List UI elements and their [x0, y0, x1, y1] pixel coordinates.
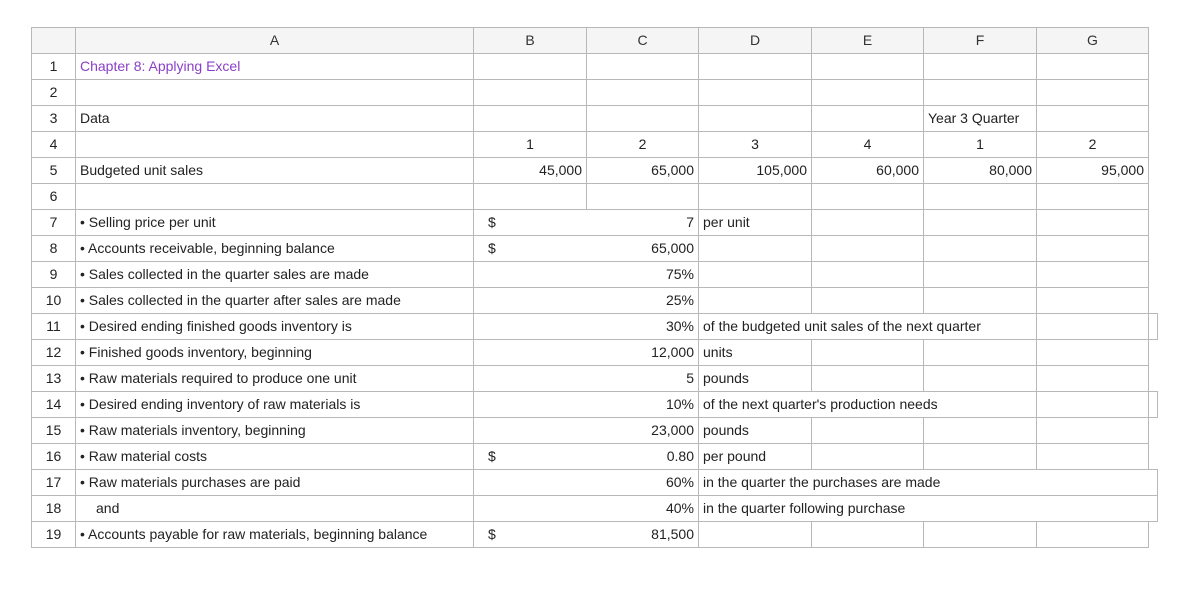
unit-sales-cell[interactable]: 65,000: [587, 158, 699, 184]
currency-symbol: $: [488, 526, 496, 542]
parameter-note[interactable]: in the quarter the purchases are made: [699, 470, 1158, 496]
row-header[interactable]: 16: [32, 444, 76, 470]
cell[interactable]: [1037, 314, 1149, 340]
sheet-row: [32, 366, 1158, 392]
currency-cell[interactable]: [474, 522, 587, 548]
sheet-row: [32, 132, 1158, 158]
unit-sales-cell[interactable]: 45,000: [474, 158, 587, 184]
data-label-cell[interactable]: Data: [76, 106, 474, 132]
cell[interactable]: [1037, 106, 1149, 132]
cell[interactable]: [699, 288, 812, 314]
parameter-note[interactable]: in the quarter following purchase: [699, 496, 1158, 522]
row-header[interactable]: 1: [32, 54, 76, 80]
cell[interactable]: [924, 522, 1037, 548]
cell[interactable]: [1037, 288, 1149, 314]
cell[interactable]: [699, 236, 812, 262]
parameter-value[interactable]: 40%: [587, 496, 699, 522]
cell[interactable]: [1149, 392, 1158, 418]
parameter-value[interactable]: 75%: [587, 262, 699, 288]
sheet-row: [32, 470, 1158, 496]
row-header[interactable]: 17: [32, 470, 76, 496]
cell[interactable]: [474, 314, 587, 340]
sheet-row: [32, 236, 1158, 262]
cell[interactable]: [1037, 418, 1149, 444]
sheet-row: [32, 288, 1158, 314]
cell[interactable]: [76, 80, 474, 106]
parameter-note[interactable]: of the next quarter's production needs: [699, 392, 1037, 418]
parameter-value[interactable]: 7: [587, 210, 699, 236]
row-header[interactable]: 7: [32, 210, 76, 236]
cell[interactable]: [924, 54, 1037, 80]
select-all-corner[interactable]: [32, 28, 76, 54]
parameter-value[interactable]: 60%: [587, 470, 699, 496]
cell[interactable]: [1149, 314, 1158, 340]
row-header[interactable]: 15: [32, 418, 76, 444]
cell[interactable]: [474, 340, 587, 366]
row-header[interactable]: 3: [32, 106, 76, 132]
quarter-cell[interactable]: 1: [924, 132, 1037, 158]
sheet-row: [32, 418, 1158, 444]
cell[interactable]: [812, 418, 924, 444]
parameter-label[interactable]: • Raw materials inventory, beginning: [76, 418, 474, 444]
parameter-label[interactable]: • Accounts receivable, beginning balance: [76, 236, 474, 262]
currency-symbol: $: [488, 214, 496, 230]
cell[interactable]: [474, 184, 587, 210]
cell[interactable]: [699, 54, 812, 80]
column-header-c[interactable]: C: [587, 28, 699, 54]
parameter-value[interactable]: 12,000: [587, 340, 699, 366]
cell[interactable]: [1037, 444, 1149, 470]
currency-symbol: $: [488, 448, 496, 464]
cell[interactable]: [924, 262, 1037, 288]
quarter-cell[interactable]: 2: [1037, 132, 1149, 158]
cell[interactable]: [587, 80, 699, 106]
cell[interactable]: [924, 80, 1037, 106]
row-header[interactable]: 4: [32, 132, 76, 158]
cell[interactable]: [474, 496, 587, 522]
cell[interactable]: [924, 288, 1037, 314]
cell[interactable]: [812, 340, 924, 366]
cell[interactable]: [924, 184, 1037, 210]
unit-sales-cell[interactable]: 105,000: [699, 158, 812, 184]
parameter-note[interactable]: units: [699, 340, 812, 366]
column-header-row: [32, 28, 1158, 54]
unit-sales-cell[interactable]: 95,000: [1037, 158, 1149, 184]
parameter-label[interactable]: • Desired ending inventory of raw materials is: [76, 392, 474, 418]
sheet-row: [32, 262, 1158, 288]
cell[interactable]: [699, 262, 812, 288]
cell[interactable]: [76, 184, 474, 210]
cell[interactable]: [924, 210, 1037, 236]
cell[interactable]: [924, 444, 1037, 470]
parameter-value[interactable]: 25%: [587, 288, 699, 314]
currency-cell[interactable]: [474, 236, 587, 262]
cell[interactable]: [924, 366, 1037, 392]
cell[interactable]: [474, 418, 587, 444]
row-header[interactable]: 5: [32, 158, 76, 184]
cell[interactable]: [699, 80, 812, 106]
cell[interactable]: [812, 184, 924, 210]
cell[interactable]: [1037, 54, 1149, 80]
currency-cell[interactable]: [474, 210, 587, 236]
sheet-row: [32, 314, 1158, 340]
parameter-value[interactable]: 5: [587, 366, 699, 392]
quarter-cell[interactable]: 1: [474, 132, 587, 158]
row-header[interactable]: 6: [32, 184, 76, 210]
column-header-f[interactable]: F: [924, 28, 1037, 54]
row-header[interactable]: 13: [32, 366, 76, 392]
row-header[interactable]: 12: [32, 340, 76, 366]
column-header-e[interactable]: E: [812, 28, 924, 54]
sheet-row: [32, 80, 1158, 106]
parameter-label[interactable]: • Selling price per unit: [76, 210, 474, 236]
quarter-cell[interactable]: 4: [812, 132, 924, 158]
cell[interactable]: [587, 184, 699, 210]
parameter-value[interactable]: 0.80: [587, 444, 699, 470]
column-header-d[interactable]: D: [699, 28, 812, 54]
parameter-note[interactable]: pounds: [699, 366, 812, 392]
cell[interactable]: [699, 106, 812, 132]
parameter-note[interactable]: per unit: [699, 210, 812, 236]
parameter-value[interactable]: 81,500: [587, 522, 699, 548]
parameter-label[interactable]: • Raw materials purchases are paid: [76, 470, 474, 496]
cell[interactable]: [812, 80, 924, 106]
row-header[interactable]: 18: [32, 496, 76, 522]
cell[interactable]: [812, 54, 924, 80]
parameter-note[interactable]: of the budgeted unit sales of the next quarter: [699, 314, 1037, 340]
quarter-cell[interactable]: 2: [587, 132, 699, 158]
cell[interactable]: [924, 418, 1037, 444]
parameter-label[interactable]: • Desired ending finished goods inventory is: [76, 314, 474, 340]
cell[interactable]: [812, 210, 924, 236]
parameter-label[interactable]: • Sales collected in the quarter sales are made: [76, 262, 474, 288]
cell[interactable]: [812, 444, 924, 470]
sheet-row: [32, 444, 1158, 470]
cell[interactable]: [1037, 366, 1149, 392]
sheet-row: [32, 210, 1158, 236]
year3-quarter-cell[interactable]: Year 3 Quarter: [924, 106, 1037, 132]
cell[interactable]: [924, 236, 1037, 262]
cell[interactable]: [474, 288, 587, 314]
currency-cell[interactable]: [474, 444, 587, 470]
parameter-value[interactable]: 65,000: [587, 236, 699, 262]
parameter-label[interactable]: • Raw material costs: [76, 444, 474, 470]
cell[interactable]: [812, 106, 924, 132]
column-header-a[interactable]: A: [76, 28, 474, 54]
row-header[interactable]: 8: [32, 236, 76, 262]
sheet-row: [32, 106, 1158, 132]
parameter-label[interactable]: and: [76, 496, 474, 522]
currency-symbol: $: [488, 240, 496, 256]
title-cell[interactable]: Chapter 8: Applying Excel: [76, 54, 474, 80]
cell[interactable]: [474, 54, 587, 80]
row-header[interactable]: 10: [32, 288, 76, 314]
parameter-label[interactable]: • Finished goods inventory, beginning: [76, 340, 474, 366]
cell[interactable]: [1037, 392, 1149, 418]
unit-sales-cell[interactable]: 80,000: [924, 158, 1037, 184]
cell[interactable]: [924, 340, 1037, 366]
sheet-row: [32, 496, 1158, 522]
parameter-label[interactable]: • Raw materials required to produce one unit: [76, 366, 474, 392]
row-header[interactable]: 14: [32, 392, 76, 418]
cell[interactable]: [474, 262, 587, 288]
cell[interactable]: [474, 106, 587, 132]
cell[interactable]: [587, 54, 699, 80]
parameter-note[interactable]: per pound: [699, 444, 812, 470]
cell[interactable]: [474, 470, 587, 496]
cell[interactable]: [812, 522, 924, 548]
cell[interactable]: [699, 522, 812, 548]
cell[interactable]: [1037, 184, 1149, 210]
parameter-note[interactable]: pounds: [699, 418, 812, 444]
cell[interactable]: [474, 392, 587, 418]
parameter-label[interactable]: • Sales collected in the quarter after sales are made: [76, 288, 474, 314]
row-header[interactable]: 9: [32, 262, 76, 288]
parameter-value[interactable]: 30%: [587, 314, 699, 340]
cell[interactable]: [812, 288, 924, 314]
sheet-row: [32, 392, 1158, 418]
cell[interactable]: [812, 262, 924, 288]
cell[interactable]: [474, 80, 587, 106]
cell[interactable]: [1037, 522, 1149, 548]
sheet-row: [32, 522, 1158, 548]
cell[interactable]: [1037, 80, 1149, 106]
cell[interactable]: [1037, 262, 1149, 288]
row-header[interactable]: 19: [32, 522, 76, 548]
cell[interactable]: [699, 184, 812, 210]
sheet-row: [32, 340, 1158, 366]
sheet-row: [32, 184, 1158, 210]
cell[interactable]: [76, 132, 474, 158]
cell[interactable]: [1037, 236, 1149, 262]
column-header-g[interactable]: G: [1037, 28, 1149, 54]
parameter-value[interactable]: 10%: [587, 392, 699, 418]
cell[interactable]: [474, 366, 587, 392]
row-header[interactable]: 11: [32, 314, 76, 340]
cell[interactable]: [1037, 340, 1149, 366]
quarter-cell[interactable]: 3: [699, 132, 812, 158]
budgeted-unit-sales-label[interactable]: Budgeted unit sales: [76, 158, 474, 184]
spreadsheet-grid: [31, 27, 1158, 548]
parameter-label[interactable]: • Accounts payable for raw materials, beginning balance: [76, 522, 474, 548]
row-header[interactable]: 2: [32, 80, 76, 106]
cell[interactable]: [812, 366, 924, 392]
cell[interactable]: [812, 236, 924, 262]
sheet-row: [32, 158, 1158, 184]
column-header-b[interactable]: B: [474, 28, 587, 54]
cell[interactable]: [1037, 210, 1149, 236]
cell[interactable]: [587, 106, 699, 132]
sheet-row: [32, 54, 1158, 80]
parameter-value[interactable]: 23,000: [587, 418, 699, 444]
unit-sales-cell[interactable]: 60,000: [812, 158, 924, 184]
